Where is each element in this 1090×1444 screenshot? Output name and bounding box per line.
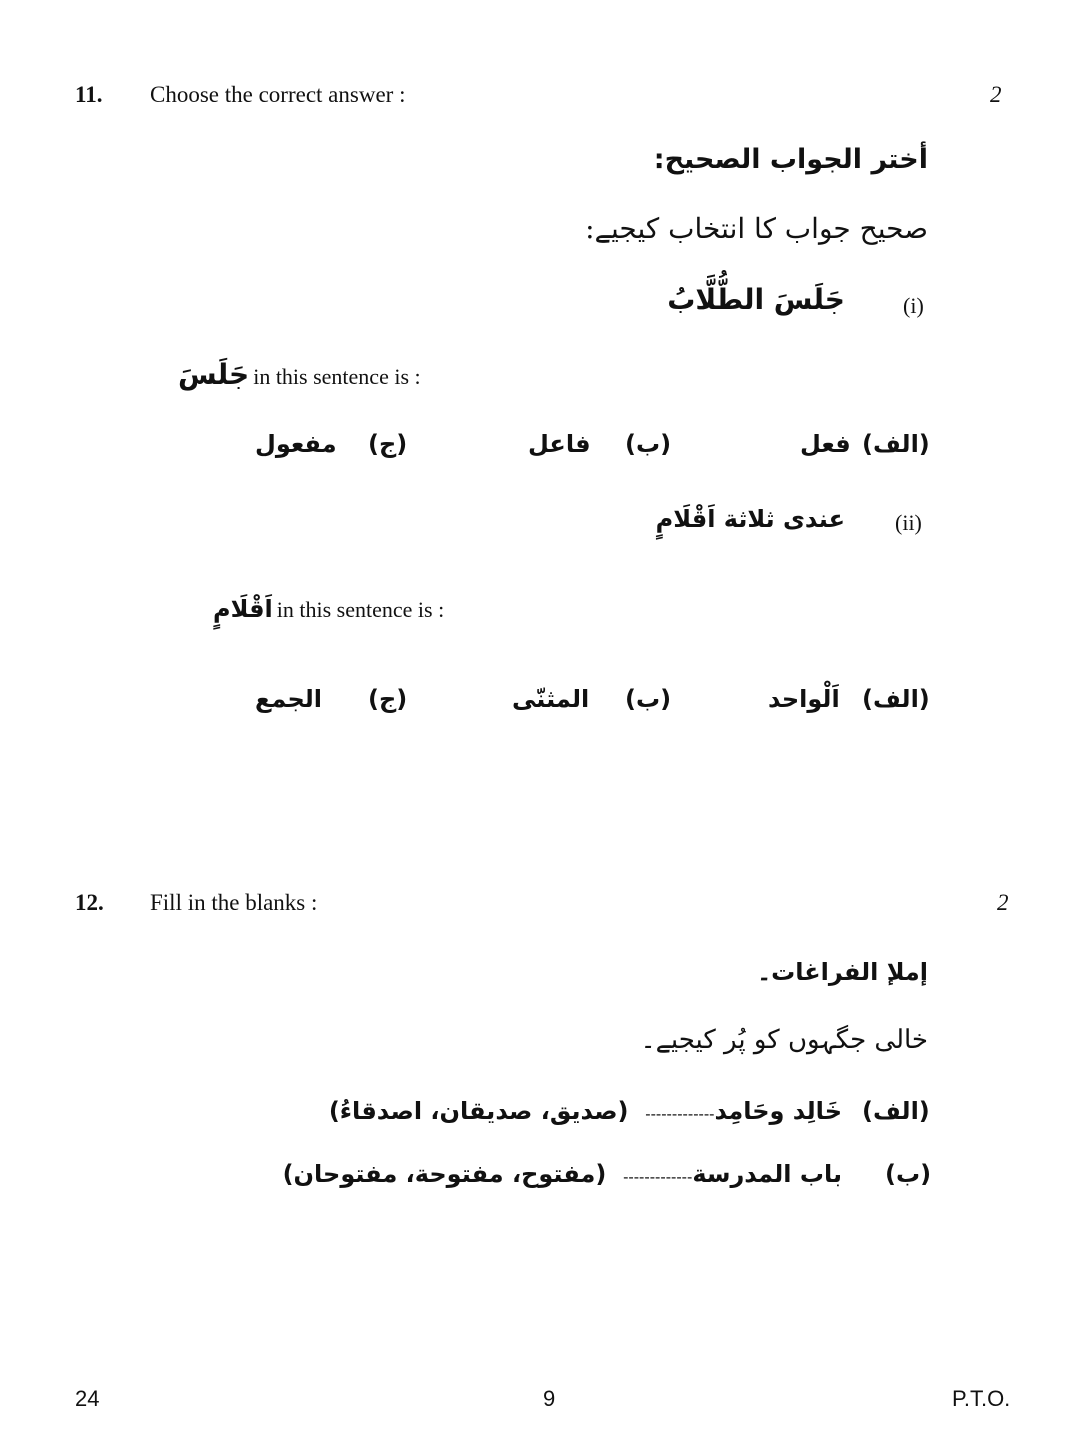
footer-paper-code: 24	[75, 1386, 100, 1411]
part-i-question-text: in this sentence is :	[253, 364, 421, 389]
question-11-instruction: Choose the correct answer :	[150, 82, 406, 107]
part-ii-option-c-label: (ج)	[368, 685, 408, 713]
question-12-instruction: Fill in the blanks :	[150, 890, 318, 915]
part-i-label: (i)	[903, 293, 924, 318]
fill-item-a-row	[329, 1097, 842, 1125]
part-ii-option-b-label: (ب)	[625, 685, 672, 713]
footer-pto: P.T.O.	[952, 1386, 1011, 1411]
fill-item-a-choices: (صديق، صديقان، اصدقاءُ)	[328, 1097, 629, 1125]
part-ii-label: (ii)	[895, 510, 922, 535]
part-ii-option-c-text: الجمع	[255, 685, 323, 713]
fill-item-a-sentence: خَالِد وحَامِد	[714, 1097, 842, 1125]
fill-item-a-label: (الف)	[862, 1097, 930, 1125]
part-i-sentence: جَلَسَ الطُّلَّابُ	[667, 283, 845, 316]
part-i-option-a-text: فعل	[800, 430, 851, 458]
fill-item-b-label: (ب)	[885, 1160, 932, 1188]
part-ii-option-b-text: المثنّى	[512, 685, 590, 713]
part-i-option-b-text: فاعل	[528, 430, 591, 458]
part-i-option-c-label: (ج)	[368, 430, 408, 458]
question-12-urdu-instruction: خالی جگہوں کو پُر کیجیے۔	[640, 1025, 928, 1055]
question-11-arabic-instruction: أختر الجواب الصحيح:	[653, 144, 928, 175]
question-12-number: 12.	[75, 890, 104, 915]
question-11-number: 11.	[75, 82, 103, 107]
part-i-question-word: جَلَسَ	[178, 358, 250, 391]
part-ii-sentence: عندی ثلاثة اَقْلَامٍ	[655, 505, 845, 533]
part-ii-option-a-label: (الف)	[862, 685, 930, 713]
footer-page-number: 9	[543, 1386, 556, 1411]
question-11-urdu-instruction: صحیح جواب کا انتخاب کیجیے:	[585, 212, 928, 245]
part-i-option-b-label: (ب)	[625, 430, 672, 458]
part-i-option-a-label: (الف)	[862, 430, 930, 458]
part-ii-option-a-text: اَلْواحد	[768, 685, 840, 713]
question-12-arabic-instruction: إملإ الفراغات۔	[757, 958, 928, 986]
question-12-marks: 2	[997, 890, 1009, 915]
fill-item-b-choices: (مفتوح، مفتوحة، مفتوحان)	[282, 1160, 607, 1188]
fill-item-b-blank: -------------	[623, 1169, 693, 1186]
fill-item-b-row	[283, 1160, 842, 1188]
part-i-question	[178, 358, 421, 391]
question-11-marks: 2	[990, 82, 1002, 107]
part-i-option-c-text: مفعول	[255, 430, 337, 458]
fill-item-b-sentence: باب المدرسة	[692, 1160, 842, 1188]
fill-item-a-blank: -------------	[645, 1106, 715, 1123]
part-ii-question-word: اَقْلَامٍ	[213, 595, 273, 623]
part-ii-question	[213, 595, 444, 623]
part-ii-question-text: in this sentence is :	[276, 597, 445, 622]
